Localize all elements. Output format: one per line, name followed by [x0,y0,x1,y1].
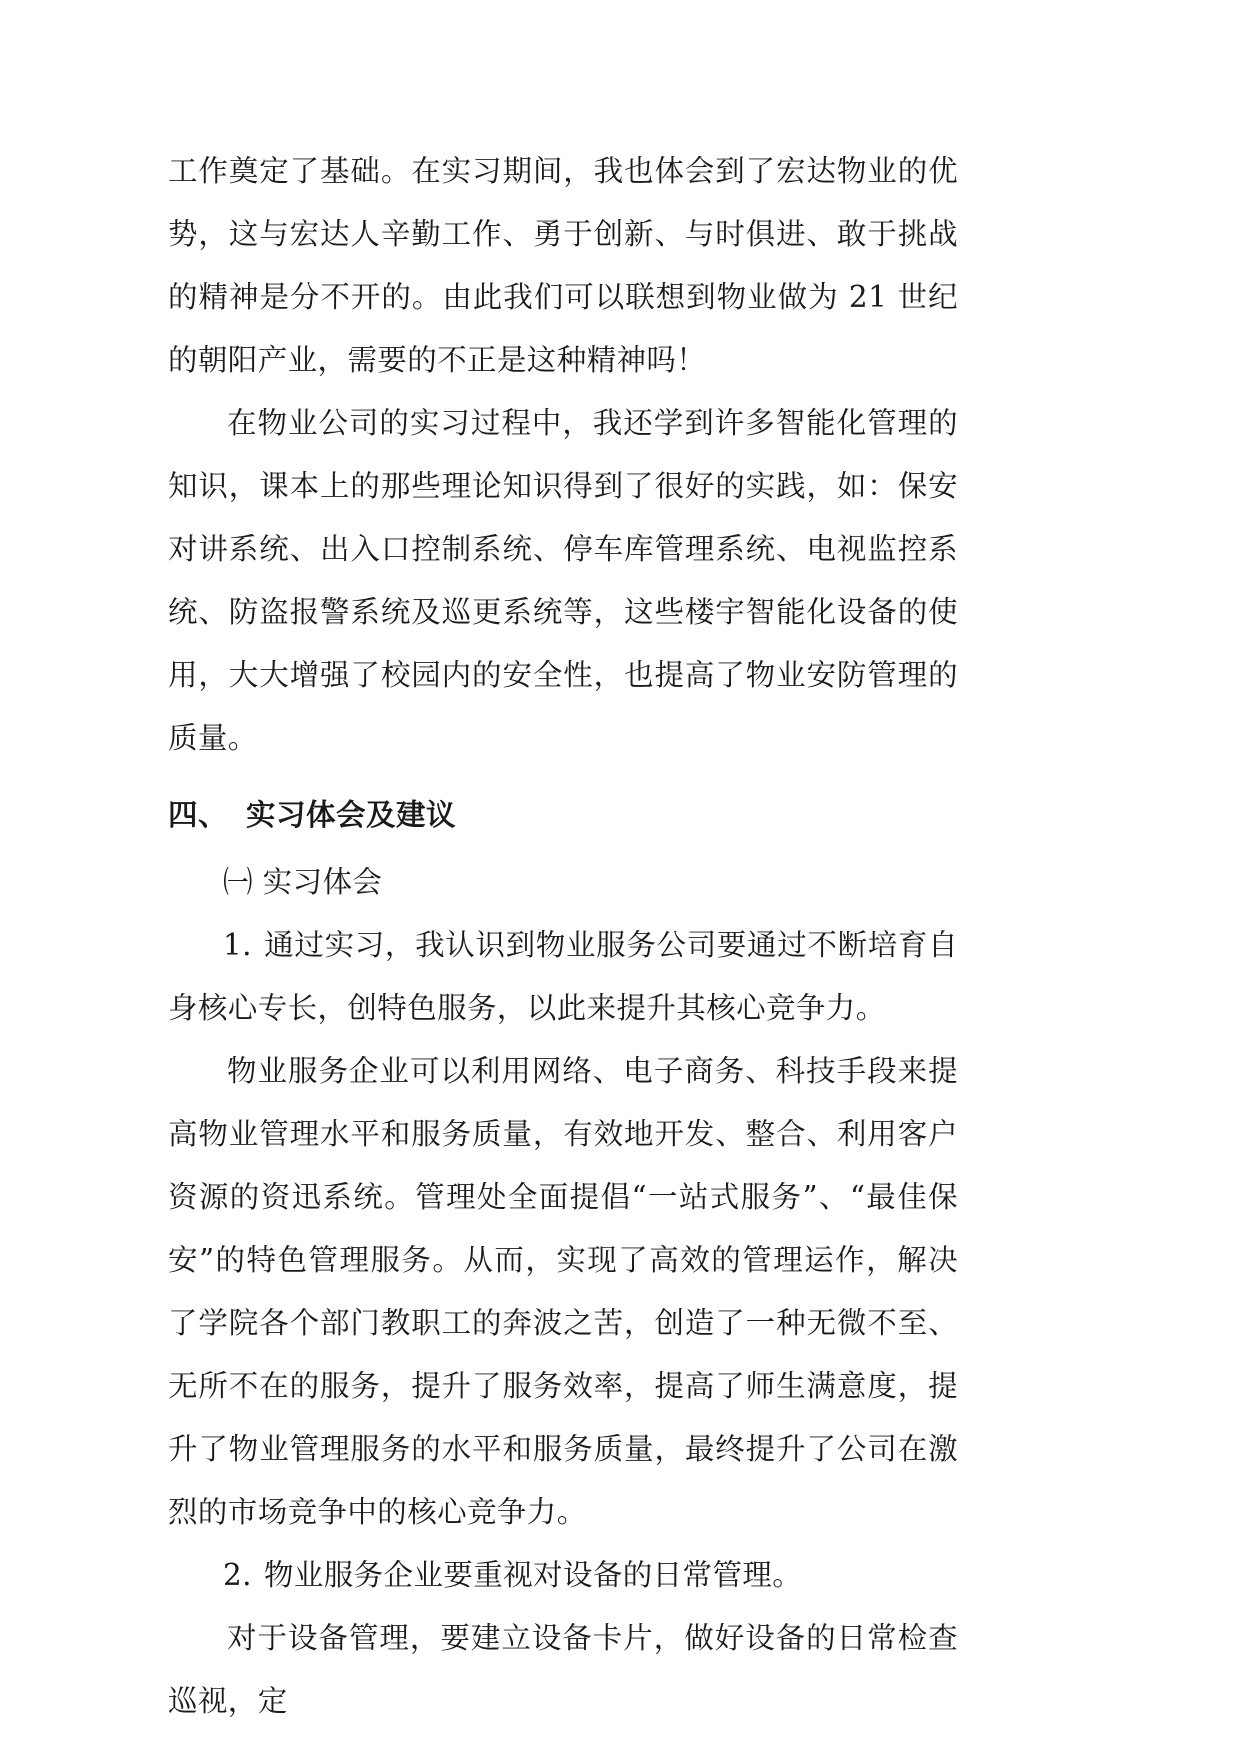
section-heading-four [168,784,958,847]
list-item-1-marker: 1. [223,928,252,962]
list-item-2 [168,1544,958,1607]
list-item-2-marker: 2. [223,1558,252,1592]
section-heading-text: 实习体会及建议 [246,798,457,832]
paragraph-3: 物业服务企业可以利用网络、电子商务、科技手段来提高物业管理水平和服务质量，有效地开发、整合、利用客户资源的资迅系统。管理处全面提倡“一站式服务”、“最佳保安”的特色管理服务。从而，实现了高效的管理运作，解决了学院各个部门教职工的奔波之苦，创造了一种无微不至、无所不在的服务，提升了服务效率，提高了师生满意度，提升了物业管理服务的水平和服务质量，最终提升了公司在激烈的市场竞争中的核心竞争力。 [168,1054,958,1529]
section-heading-number: 四、 [168,798,229,832]
list-item-1 [168,914,958,1040]
paragraph-4: 对于设备管理，要建立设备卡片，做好设备的日常检查巡视，定 [168,1621,958,1718]
sub-heading-one: ㈠ 实习体会 [223,865,383,899]
paragraph-2: 在物业公司的实习过程中，我还学到许多智能化管理的知识，课本上的那些理论知识得到了很好的实践，如：保安对讲系统、出入口控制系统、停车库管理系统、电视监控系统、防盗报警系统及巡更系统等，这些楼宇智能化设备的使用，大大增强了校园内的安全性，也提高了物业安防管理的质量。 [168,406,958,755]
list-item-2-text: 物业服务企业要重视对设备的日常管理。 [263,1558,803,1592]
document-body [168,140,958,1733]
paragraph-1: 工作奠定了基础。在实习期间，我也体会到了宏达物业的优势，这与宏达人辛勤工作、勇于创新、与时俱进、敢于挑战的精神是分不开的。由此我们可以联想到物业做为 21 世纪的朝阳产业，需要的不正是这种精神吗！ [168,154,958,377]
list-item-1-text: 通过实习，我认识到物业服务公司要通过不断培育自身核心专长，创特色服务，以此来提升其核心竞争力。 [168,928,958,1025]
